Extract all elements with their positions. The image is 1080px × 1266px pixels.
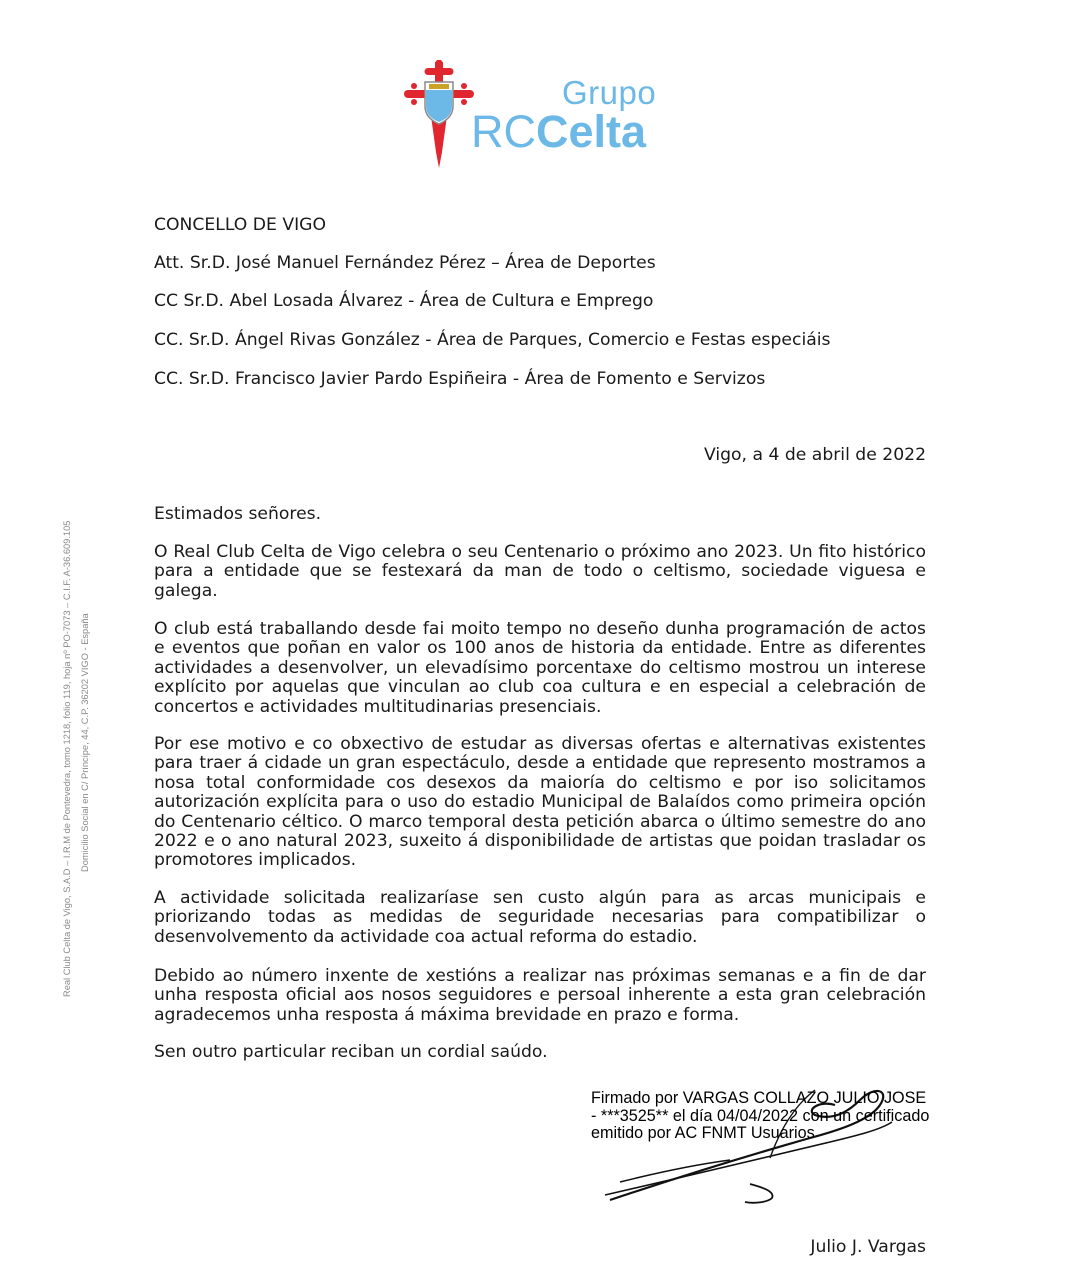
body-paragraph: Por ese motivo e co obxectivo de estudar as diversas ofertas e alternativas existentes para traer á cidade un gran espectáculo, desde a entidade que represento mostramos a nosa total conformidade cos desexos da maioría do celtismo e por iso solicitamos autorización explícita para o uso do estadio Municipal de Balaídos como primeira opción do Centenario céltico. O marco temporal desta petición abarca o último semestre do ano 2022 e o ano natural 2023, suxeito á disponibilidade de artistas que poidan trasladar os promotores implicados. [154,734,926,871]
logo-rc-text: RC [471,106,536,157]
body-paragraph: A actividade solicitada realizaríase sen custo algún para as arcas municipais e priorizando todas as medidas de seguridade necesarias para compatibilizar o desenvolvemento da actividade coa actual reforma do estadio. [154,888,926,947]
side-address-text: Domicilio Social en C/ Príncipe, 44, C.P. 36202 VIGO - España [80,613,90,872]
logo-grupo-text: Grupo [562,74,657,111]
recipient-line: Att. Sr.D. José Manuel Fernández Pérez – Área de Deportes [154,253,656,273]
celta-crest-icon [404,60,474,172]
closing: Sen outro particular reciban un cordial saúdo. [154,1042,548,1062]
letter-date: Vigo, a 4 de abril de 2022 [703,445,926,465]
side-legal-text: Real Club Celta de Vigo, S.A.D – I.R.M de Pontevedra, tomo 1218, folio 119, hoja nº PO-7073 – C.I.F. A-36.609.105 [62,520,72,997]
logo-rc-celta-text [471,106,646,158]
grupo-rc-celta-logo [404,60,674,172]
body-paragraph: O Real Club Celta de Vigo celebra o seu Centenario o próximo ano 2023. Un fito histórico para a entidade que se festexará da man de todo o celtismo, sociedade viguesa e galega. [154,542,926,601]
recipient-line: CC. Sr.D. Ángel Rivas González - Área de Parques, Comercio e Festas especiáis [154,330,831,350]
logo-celta-text: Celta [536,106,647,157]
recipient-line: CC Sr.D. Abel Losada Álvarez - Área de Cultura e Emprego [154,291,654,311]
body-paragraph: Debido ao número inxente de xestións a realizar nas próximas semanas e a fin de dar unha resposta oficial aos nosos seguidores e persoal inherente a esta gran celebración agradecemos unha resposta á máxima brevidade en prazo e forma. [154,966,926,1025]
recipient-line: CC. Sr.D. Francisco Javier Pardo Espiñeira - Área de Fomento e Servizos [154,369,766,389]
body-paragraph: O club está traballando desde fai moito tempo no deseño dunha programación de actos e eventos que poñan en valor os 100 anos de historia da entidade. Entre as diferentes actividades a desenvolver, un elevadísimo porcentaxe do celtismo mostrou un interese explícito por aquelas que vinculan ao club coa cultura e en especial a celebración de concertos e actividades multitudinarias presenciais. [154,619,926,717]
digital-signature-certificate: Firmado por VARGAS COLLAZO JULIO JOSE - ***3525** el día 04/04/2022 con un certificado emitido por AC FNMT Usuarios [591,1089,930,1142]
greeting: Estimados señores. [154,504,322,524]
recipient-line: CONCELLO DE VIGO [154,215,327,235]
signer-name: Julio J. Vargas [810,1237,926,1257]
